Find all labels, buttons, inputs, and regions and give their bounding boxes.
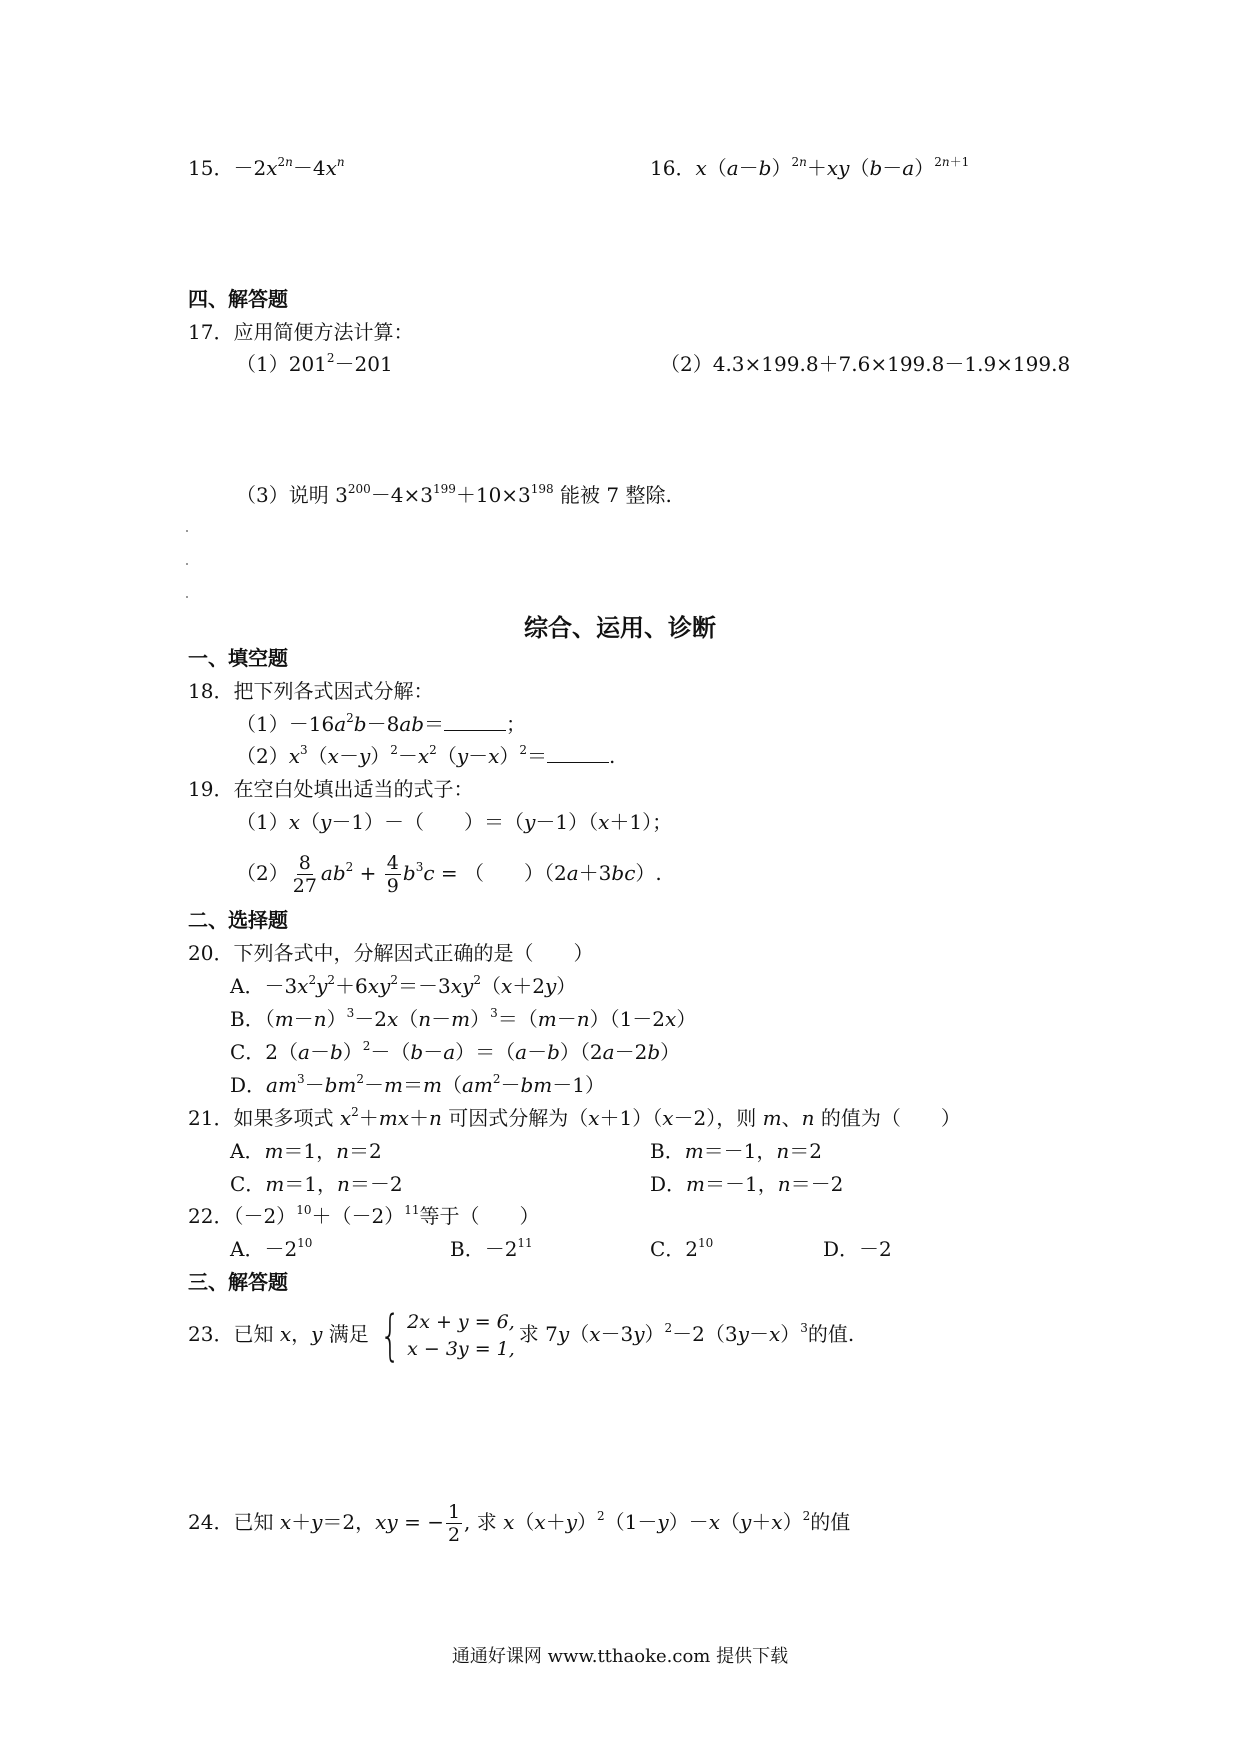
question-20-option-d: D．$am^3-bm^2-m=m(am^2-bm-1)$	[230, 1072, 605, 1097]
question-19-part-2: （2） $\frac{8}{27}$ $ab^2$ + $\frac{4}{9}$ $b^3c$ = （ ）（2a＋3bc）.	[236, 852, 662, 897]
footer-source: 通通好课网 www.tthaoke.com 提供下载	[451, 1646, 789, 1667]
scan-speck	[186, 563, 188, 565]
question-18-part-2: $(2)x^3(x-y)^2-x^2(y-x)^2=$ .	[236, 743, 616, 768]
question-22-option-d: D．－2	[823, 1237, 892, 1261]
question-15: 15．$-2x^{2n}-4x^n$	[188, 155, 345, 180]
question-21: 21．如果多项式 $x^2+mx+n$ 可因式分解为（x＋1）（x－2），则 m、n 的值为（ ）	[188, 1105, 961, 1130]
section-title: 综合、运用、诊断	[524, 613, 716, 642]
section-heading-answer-1: 四、解答题	[188, 287, 288, 311]
section-heading-fill: 一、填空题	[188, 646, 288, 670]
question-19-part-1: （1）x（y－1）－（ ）＝（y－1）（x＋1）；	[236, 810, 673, 834]
answer-blank[interactable]	[547, 744, 609, 763]
question-22: 22．$(-2)^{10}+(-2)^{11}$等于（ ）	[188, 1203, 540, 1228]
question-20: 20．下列各式中，分解因式正确的是（ ）	[188, 941, 594, 965]
question-23: 23．已知 x，y 满足 { 2x + y = 6, x − 3y = 1, 求 $7y(x-3y)^2-2(3y-x)^3$的值.	[188, 1303, 855, 1367]
question-21-option-d: D．m＝－1，n＝－2	[650, 1172, 844, 1196]
question-16: 16．$x(a-b)^{2n}+xy(b-a)^{2n+1}$	[650, 155, 970, 180]
scan-speck	[186, 530, 188, 532]
section-heading-answer-2: 三、解答题	[188, 1270, 288, 1294]
question-19: 19．在空白处填出适当的式子：	[188, 777, 474, 801]
question-17-part-2: （2）4.3×199.8＋7.6×199.8－1.9×199.8	[660, 352, 1071, 376]
question-24: 24．已知 x＋y＝2，xy = − $\frac{1}{2}$ , 求 $x(x+y)^2(1-y)-x(y+x)^2$的值	[188, 1501, 851, 1546]
question-17: 17．应用简便方法计算：	[188, 320, 414, 344]
question-20-option-a: A．$-3x^2y^2+6xy^2=-3xy^2(x+2y)$	[230, 973, 577, 998]
scan-speck	[186, 596, 188, 598]
question-22-option-c: C．$2^{10}$	[650, 1236, 714, 1261]
fraction: $\frac{4}{9}$	[386, 852, 399, 897]
fraction: $\frac{8}{27}$	[292, 852, 317, 897]
fraction: $\frac{1}{2}$	[447, 1501, 461, 1546]
question-20-option-c: C．$2(a-b)^2-(b-a)=(a-b)(2a-2b)$	[230, 1039, 681, 1064]
equation-system: { 2x + y = 6, x − 3y = 1,	[379, 1303, 515, 1367]
question-18-part-1: $(1)-16a^2b-8ab=$ ；	[236, 711, 527, 736]
question-17-part-3: （3）说明 $3^{200}-4\times 3^{199}+10\times 3^{198}$ 能被 7 整除.	[236, 482, 672, 507]
question-21-option-b: B．m＝－1，n＝2	[650, 1139, 823, 1163]
section-heading-choice: 二、选择题	[188, 908, 288, 932]
question-18: 18．把下列各式因式分解：	[188, 679, 434, 703]
question-21-option-a: A．m＝1，n＝2	[230, 1139, 382, 1163]
question-20-option-b: B．$(m-n)^3-2x(n-m)^3=(m-n)(1-2x)$	[230, 1006, 697, 1031]
question-21-option-c: C．m＝1，n＝－2	[230, 1172, 403, 1196]
question-22-option-a: A．$-2^{10}$	[230, 1236, 313, 1261]
question-17-part-1: $(1)201^2-201$	[236, 351, 393, 376]
answer-blank[interactable]	[444, 712, 506, 731]
question-22-option-b: B．$-2^{11}$	[450, 1236, 533, 1261]
